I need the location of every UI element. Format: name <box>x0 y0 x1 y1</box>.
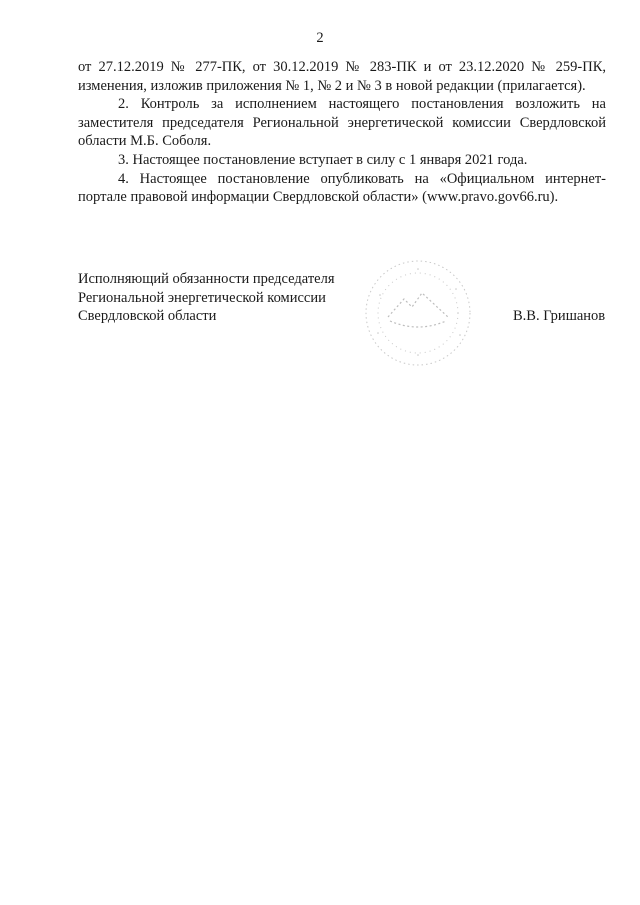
paragraph-continuation: от 27.12.2019 № 277-ПК, от 30.12.2019 № 283-ПК и от 23.12.2020 № 259-ПК, изменения, изложив приложения № 1, № 2 и № 3 в новой редакции (прилагается). <box>78 59 606 94</box>
signatory-position <box>78 270 335 326</box>
paragraph-control: 2. Контроль за исполнением настоящего постановления возложить на заместителя председателя Региональной энергетической комиссии Свердловской области М.Б. Соболя. <box>78 96 606 150</box>
signatory-position-line: Свердловской области <box>78 308 217 325</box>
signatory-position-line: Исполняющий обязанности председателя <box>78 271 335 287</box>
paragraph-publication: 4. Настоящее постановление опубликовать на «Официальном интернет-портале правовой информации Свердловской области» (www.pravo.gov66.ru). <box>78 170 606 206</box>
signatory-position-line: Региональной энергетической комиссии <box>78 289 326 306</box>
paragraph-effective-date: 3. Настоящее постановление вступает в силу с 1 января 2021 года. <box>118 151 528 168</box>
signatory-name: В.В. Гришанов <box>513 308 606 324</box>
document-body <box>78 58 606 207</box>
faded-seal-stamp <box>360 255 480 370</box>
page-number: 2 <box>316 30 324 46</box>
